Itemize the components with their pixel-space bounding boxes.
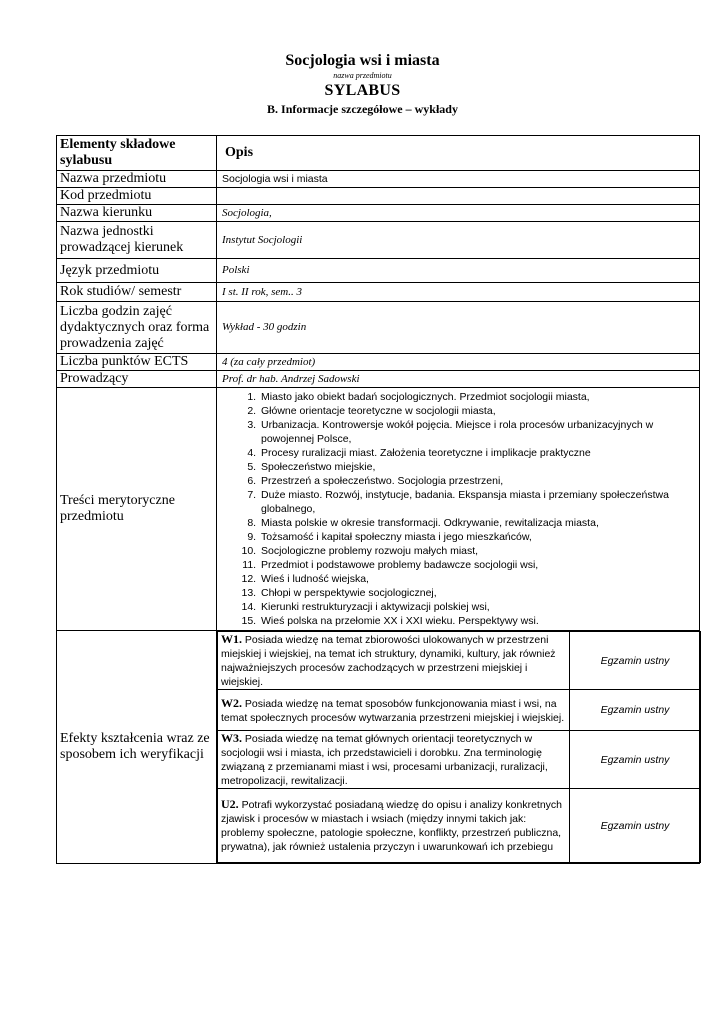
row-label: Kod przedmiotu: [57, 188, 217, 205]
table-row: [57, 354, 700, 371]
content-label: Treści merytoryczne przedmiotu: [57, 388, 217, 631]
outcome-text: Posiada wiedzę na temat zbiorowości ulokowanych w przestrzeni miejskiej i wiejskiej, na temat ich struktury, dynamiki, kultury, jak również najważniejszych procesów zachodzących w przestrzeni miejskiej i wiejskiej.: [221, 634, 556, 688]
outcome-text: Posiada wiedzę na temat głównych orientacji teoretycznych w socjologii wsi i miasta, ich przedstawicieli i dorobku. Zna terminologię związaną z przemianami miast i wsi, procesami urbanizacji, ruralizacji, metropolizacji, rewitalizacji.: [221, 733, 548, 787]
table-row: [57, 371, 700, 388]
table-row: [57, 188, 700, 205]
header-description: Opis: [217, 136, 700, 171]
table-row: [57, 171, 700, 188]
topic-item: 10. Socjologiczne problemy rozwoju małych miast,: [259, 544, 699, 558]
topic-item: 11. Przedmiot i podstawowe problemy badawcze socjologii wsi,: [259, 558, 699, 572]
topic-item: 6. Przestrzeń a społeczeństwo. Socjologia przestrzeni,: [259, 474, 699, 488]
row-label: Liczba punktów ECTS: [57, 354, 217, 371]
table-row: [57, 259, 700, 283]
outcome-description: [218, 789, 570, 863]
course-title-caption: nazwa przedmiotu: [333, 71, 392, 80]
topic-item: 12. Wieś i ludność wiejska,: [259, 572, 699, 586]
topic-item: 13. Chłopi w perspektywie socjologicznej,: [259, 586, 699, 600]
outcome-verification-method: Egzamin ustny: [570, 632, 701, 690]
outcome-description: [218, 731, 570, 789]
topics-list: [217, 390, 699, 628]
table-row: [57, 222, 700, 259]
outcome-description: [218, 690, 570, 731]
row-value: Polski: [217, 259, 700, 283]
row-value: 4 (za cały przedmiot): [217, 354, 700, 371]
outcome-row: [218, 690, 701, 731]
row-label: Liczba godzin zajęć dydaktycznych oraz forma prowadzenia zajęć: [57, 302, 217, 354]
outcome-code: W3.: [221, 731, 242, 745]
outcome-verification-method: Egzamin ustny: [570, 690, 701, 731]
row-value: Socjologia wsi i miasta: [217, 171, 700, 188]
row-value: Prof. dr hab. Andrzej Sadowski: [217, 371, 700, 388]
topic-item: 15. Wieś polska na przełomie XX i XXI wieku. Perspektywy wsi.: [259, 614, 699, 628]
row-label: Nazwa jednostki prowadzącej kierunek: [57, 222, 217, 259]
table-row: [57, 283, 700, 302]
row-value: [217, 188, 700, 205]
topic-item: 8. Miasta polskie w okresie transformacji. Odkrywanie, rewitalizacja miasta,: [259, 516, 699, 530]
row-value: Socjologia,: [217, 205, 700, 222]
row-label: Rok studiów/ semestr: [57, 283, 217, 302]
content-cell: [217, 388, 700, 631]
outcomes-cell: [217, 631, 700, 864]
outcome-row: [218, 731, 701, 789]
table-row-content: [57, 388, 700, 631]
topic-item: 1. Miasto jako obiekt badań socjologicznych. Przedmiot socjologii miasta,: [259, 390, 699, 404]
row-value: Instytut Socjologii: [217, 222, 700, 259]
outcome-verification-method: Egzamin ustny: [570, 789, 701, 863]
course-title: Socjologia wsi i miasta: [285, 52, 440, 69]
row-label: Nazwa przedmiotu: [57, 171, 217, 188]
outcome-code: W1.: [221, 632, 242, 646]
outcomes-table: [217, 631, 701, 863]
table-row: [57, 302, 700, 354]
row-label: Prowadzący: [57, 371, 217, 388]
topic-item: 4. Procesy ruralizacji miast. Założenia teoretyczne i implikacje praktyczne: [259, 446, 699, 460]
topic-item: 7. Duże miasto. Rozwój, instytucje, badania. Ekspansja miasta i przemiany społeczeństwa globalnego,: [259, 488, 699, 516]
header-elements: Elementy składowe sylabusu: [57, 136, 217, 171]
row-value: Wykład - 30 godzin: [217, 302, 700, 354]
table-row: [57, 205, 700, 222]
topic-item: 2. Główne orientacje teoretyczne w socjologii miasta,: [259, 404, 699, 418]
row-label: Nazwa kierunku: [57, 205, 217, 222]
topic-item: 3. Urbanizacja. Kontrowersje wokół pojęcia. Miejsce i rola procesów urbanizacyjnych w powojennej Polsce,: [259, 418, 699, 446]
table-header-row: [57, 136, 700, 171]
topic-item: 14. Kierunki restrukturyzacji i aktywizacji polskiej wsi,: [259, 600, 699, 614]
outcome-row: [218, 789, 701, 863]
syllabus-table: [56, 135, 700, 864]
row-value: I st. II rok, sem.. 3: [217, 283, 700, 302]
outcome-row: [218, 632, 701, 690]
outcome-description: [218, 632, 570, 690]
table-row-outcomes: [57, 631, 700, 864]
document-title: SYLABUS: [324, 82, 401, 99]
outcome-verification-method: Egzamin ustny: [570, 731, 701, 789]
section-title: B. Informacje szczegółowe – wykłady: [267, 102, 458, 116]
outcome-text: Potrafi wykorzystać posiadaną wiedzę do opisu i analizy konkretnych zjawisk i procesów w miastach i wsiach (między innymi takich jak: problemy społeczne, patologie społeczne, konflikty, przestrzeń publiczna, prywatna), jak również ustalenia przyczyn i uwarunkowań ich przebiegu: [221, 799, 563, 853]
topic-item: 5. Społeczeństwo miejskie,: [259, 460, 699, 474]
outcome-code: W2.: [221, 695, 242, 710]
row-label: Język przedmiotu: [57, 259, 217, 283]
outcome-text: Posiada wiedzę na temat sposobów funkcjonowania miast i wsi, na temat społecznych procesów wytwarzania przestrzeni miejskiej i wiejskiej.: [221, 697, 565, 724]
topic-item: 9. Tożsamość i kapitał społeczny miasta i jego mieszkańców,: [259, 530, 699, 544]
outcomes-label: Efekty kształcenia wraz ze sposobem ich weryfikacji: [57, 631, 217, 864]
outcome-code: U2.: [221, 797, 239, 811]
